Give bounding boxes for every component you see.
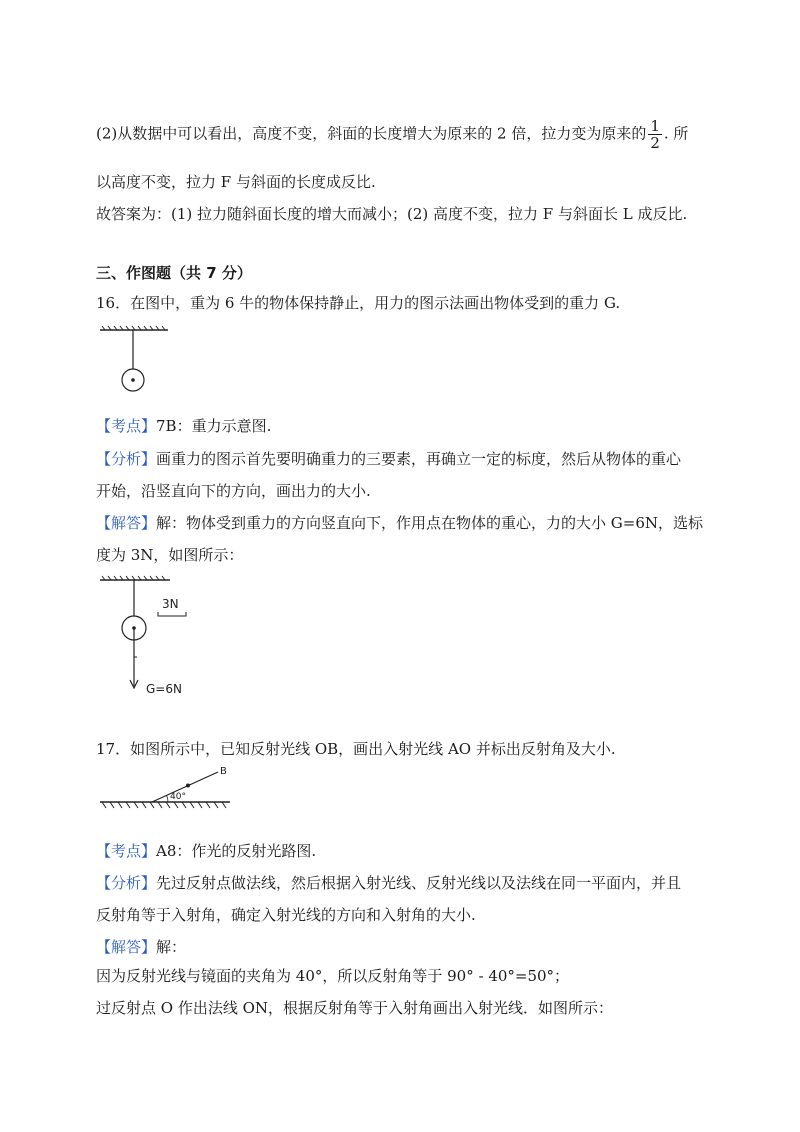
ceiling-hatch (100, 576, 170, 580)
scale-label: 3N (162, 597, 179, 611)
q16-fenxi-1 (96, 449, 681, 469)
q17-figure (96, 764, 236, 814)
fenxi-tag: 【分析】 (96, 450, 157, 468)
jieda-text: 解： (156, 938, 187, 956)
q16-kaodian (96, 416, 271, 436)
q16-answer-figure (96, 572, 216, 698)
q17-fenxi-1 (96, 873, 681, 893)
q17-solution-line-1: 因为反射光线与镜面的夹角为 40°，所以反射角等于 90° - 40°=50°； (96, 967, 570, 985)
q17-jieda (96, 937, 186, 957)
kaodian-tag: 【考点】 (96, 417, 157, 435)
answer-line-2: 以高度不变，拉力 F 与斜面的长度成反比. (96, 173, 376, 191)
q17-fenxi-2: 反射角等于入射角，确定入射光线的方向和入射角的大小. (96, 906, 476, 924)
jieda-tag: 【解答】 (96, 938, 157, 956)
q17-solution-line-2: 过反射点 O 作出法线 ON，根据反射角等于入射角画出入射光线．如图所示： (96, 999, 614, 1017)
fenxi-text: 先过反射点做法线，然后根据入射光线、反射光线以及法线在同一平面内，并且 (156, 874, 682, 892)
answer-text-end: . 所 (663, 124, 689, 143)
ceiling-hatch (100, 326, 168, 330)
kaodian-text: A8：作光的反射光路图. (156, 842, 317, 860)
angle-label: 40° (170, 792, 186, 802)
question-16: 16．在图中，重为 6 牛的物体保持静止，用力的图示法画出物体受到的重力 G. (96, 294, 621, 312)
point-b-label: B (220, 766, 227, 777)
ray-direction-dot (186, 784, 190, 788)
fenxi-tag: 【分析】 (96, 874, 157, 892)
question-17: 17．如图所示中，已知反射光线 OB，画出入射光线 AO 并标出反射角及大小. (96, 740, 616, 758)
angle-arc (167, 795, 168, 802)
fraction-one-half (648, 118, 662, 151)
q16-jieda-2: 度为 3N，如图所示： (96, 546, 244, 564)
jieda-text: 解：物体受到重力的方向竖直向下，作用点在物体的重心，力的大小 G=6N，选标 (156, 514, 704, 532)
mirror-surface (100, 802, 230, 808)
scale-bar (158, 612, 186, 616)
q17-kaodian (96, 841, 316, 861)
section-title: 三、作图题（共 7 分） (96, 264, 252, 282)
center-of-gravity-dot (131, 378, 135, 382)
q16-figure (96, 322, 176, 396)
answer-text: (2)从数据中可以看出，高度不变，斜面的长度增大为原来的 2 倍，拉力变为原来的 (96, 124, 647, 143)
kaodian-text: 7B：重力示意图. (156, 417, 272, 435)
fenxi-text: 画重力的图示首先要明确重力的三要素，再确立一定的标度，然后从物体的重心 (156, 450, 682, 468)
kaodian-tag: 【考点】 (96, 842, 157, 860)
force-label: G=6N (146, 682, 182, 696)
answer-line-1 (96, 118, 688, 151)
q16-fenxi-2: 开始，沿竖直向下的方向，画出力的大小. (96, 482, 371, 500)
answer-line-3: 故答案为：(1) 拉力随斜面长度的增大而减小；(2) 高度不变，拉力 F 与斜面长 L 成反比. (96, 205, 688, 223)
fraction-numerator: 1 (650, 117, 660, 135)
jieda-tag: 【解答】 (96, 514, 157, 532)
fraction-denominator: 2 (650, 134, 660, 152)
q16-jieda-1 (96, 513, 703, 533)
